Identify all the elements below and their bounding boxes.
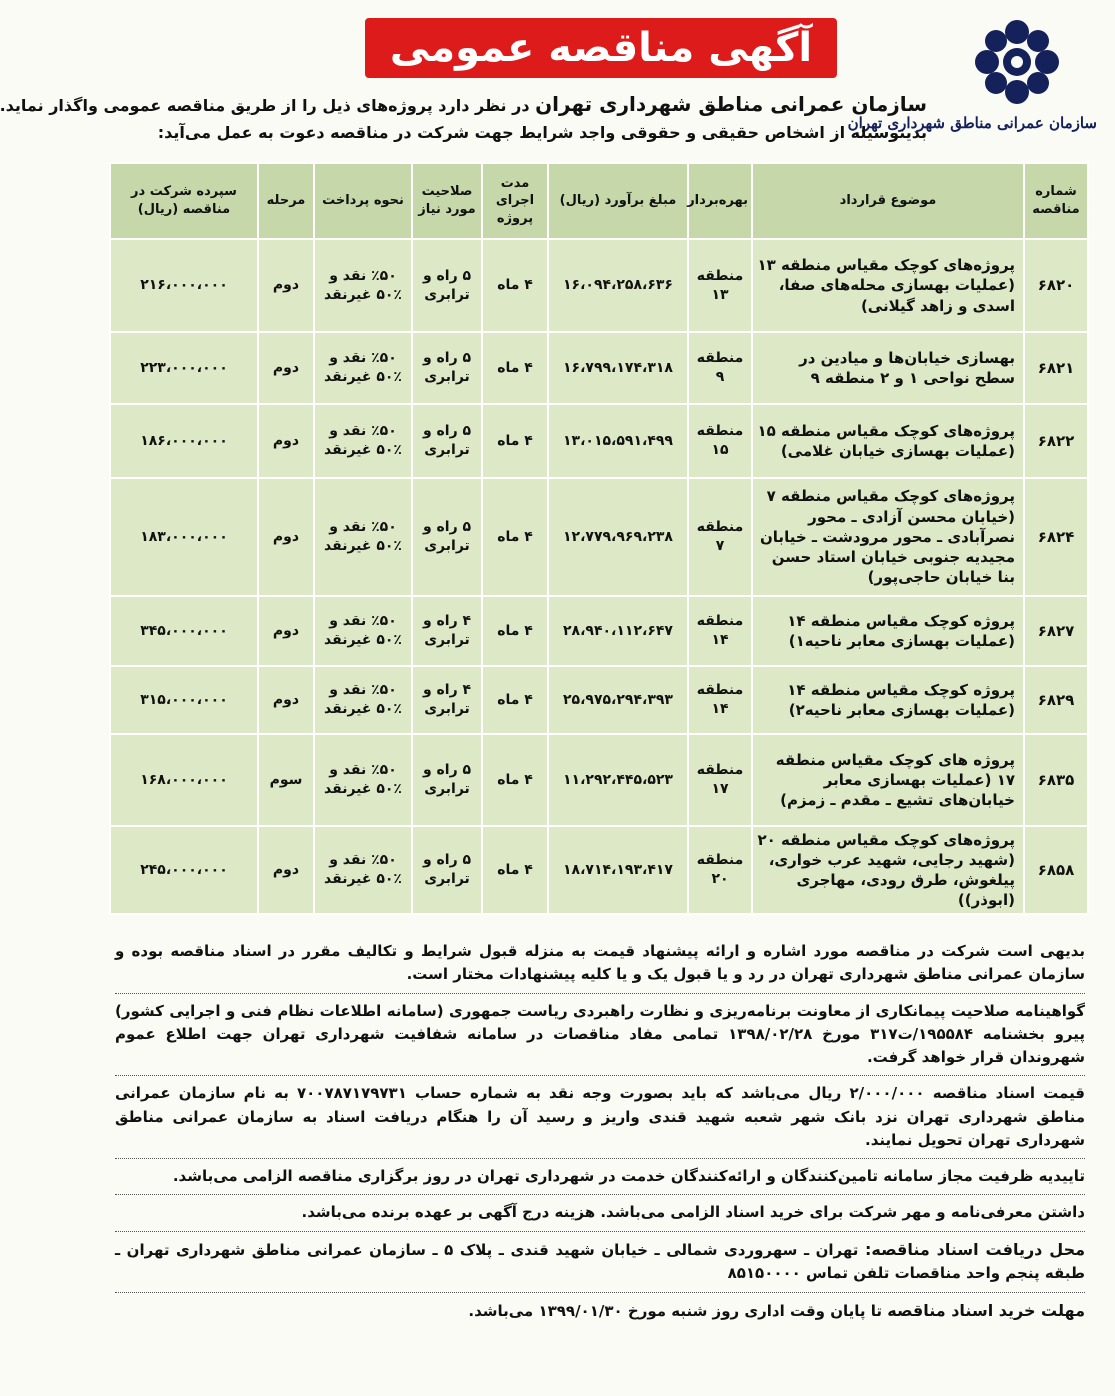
divider: [115, 1292, 1085, 1293]
terms-paragraph-7: [115, 1299, 1085, 1324]
cell-deposit: ۳۴۵،۰۰۰،۰۰۰: [110, 596, 258, 666]
cell-subject: پروژه‌های کوچک مقیاس منطقه ۱۵ (عملیات بهسازی خیابان غلامی): [752, 404, 1024, 478]
intro-line-1: [0, 92, 927, 116]
cell-duration: ۴ ماه: [482, 404, 548, 478]
cell-payment: ٪۵۰ نقد و ٪۵۰ غیرنقد: [314, 596, 412, 666]
cell-duration: ۴ ماه: [482, 239, 548, 332]
cell-stage: دوم: [258, 596, 314, 666]
cell-qualification: ۵ راه و ترابری: [412, 239, 482, 332]
table-row: [110, 239, 1088, 332]
cell-duration: ۴ ماه: [482, 826, 548, 914]
cell-amount: ۲۵،۹۷۵،۲۹۴،۳۹۳: [548, 666, 688, 734]
divider: [115, 993, 1085, 994]
cell-qualification: ۵ راه و ترابری: [412, 404, 482, 478]
divider: [115, 1075, 1085, 1076]
cell-number: ۶۸۲۲: [1024, 404, 1088, 478]
cell-qualification: ۴ راه و ترابری: [412, 596, 482, 666]
cell-amount: ۱۶،۷۹۹،۱۷۴،۳۱۸: [548, 332, 688, 404]
divider: [115, 1158, 1085, 1159]
cell-subject: بهسازی خیابان‌ها و میادین در سطح نواحی ۱ و ۲ منطقه ۹: [752, 332, 1024, 404]
cell-user: منطقه ۱۵: [688, 404, 752, 478]
cell-qualification: ۴ راه و ترابری: [412, 666, 482, 734]
cell-number: ۶۸۲۰: [1024, 239, 1088, 332]
table-header-row: [110, 163, 1088, 239]
notice-terms: [115, 940, 1085, 1329]
cell-duration: ۴ ماه: [482, 596, 548, 666]
cell-payment: ٪۵۰ نقد و ٪۵۰ غیرنقد: [314, 826, 412, 914]
cell-subject: پروژه‌های کوچک مقیاس منطقه ۲۰ (شهید رجایی، شهید عرب خواری، پیلغوش، طرق رودی، مهاجری (ابوذر)): [752, 826, 1024, 914]
cell-payment: ٪۵۰ نقد و ٪۵۰ غیرنقد: [314, 666, 412, 734]
cell-duration: ۴ ماه: [482, 666, 548, 734]
cell-deposit: ۱۸۳،۰۰۰،۰۰۰: [110, 478, 258, 596]
cell-deposit: ۲۲۳،۰۰۰،۰۰۰: [110, 332, 258, 404]
cell-number: ۶۸۲۱: [1024, 332, 1088, 404]
cell-user: منطقه ۱۴: [688, 596, 752, 666]
header-duration: مدت اجرای پروژه: [482, 163, 548, 239]
cell-subject: پروژه‌های کوچک مقیاس منطقه ۱۳ (عملیات بهسازی محله‌های صفا، اسدی و زاهد گیلانی): [752, 239, 1024, 332]
terms-paragraph-2: گواهینامه صلاحیت پیمانکاری از معاونت برنامه‌ریزی و نظارت راهبردی ریاست جمهوری (سامانه اطلاعات نظام فنی و اجرایی کشور) پیرو بخشنامه ۱۹۵۵۸۴/ت۳۱۷ مورخ ۱۳۹۸/۰۲/۲۸ تمامی مفاد مناقصات در سامانه شفافیت شهرداری تهران جهت اطلاع عموم شهروندان قرار خواهد گرفت.: [115, 1001, 1085, 1066]
cell-stage: دوم: [258, 826, 314, 914]
cell-qualification: ۵ راه و ترابری: [412, 332, 482, 404]
document-location-text: تهران ـ سهروردی شمالی ـ خیابان شهید قندی ـ پلاک ۵ ـ سازمان عمرانی مناطق شهرداری تهران ـ طبقه پنجم واحد مناقصات تلفن تماس ۸۵۱۵۰۰۰۰: [115, 1240, 1085, 1283]
header-qualification: صلاحیت مورد نیاز: [412, 163, 482, 239]
terms-paragraph-1: بدیهی است شرکت در مناقصه مورد اشاره و ارائه پیشنهاد قیمت به منزله قبول شرایط و تکالیف مقرر در اسناد مناقصه بوده و سازمان عمرانی مناطق شهرداری تهران در رد و یا قبول یک و یا کلیه پیشنهادات مختار است.: [115, 942, 1085, 984]
cell-payment: ٪۵۰ نقد و ٪۵۰ غیرنقد: [314, 239, 412, 332]
table-row: [110, 332, 1088, 404]
header-payment: نحوه پرداخت: [314, 163, 412, 239]
terms-paragraph-3: قیمت اسناد مناقصه ۲/۰۰۰/۰۰۰ ریال می‌باشد که باید بصورت وجه نقد به شماره حساب ۷۰۰۷۸۷۱۷۹۷۳۱ به نام سازمان عمرانی مناطق شهرداری تهران نزد بانک شهر شعبه شهید قندی واریز و رسید آن را هنگام دریافت اسناد به سازمان عمرانی مناطق شهرداری تهران تحویل نمایند.: [115, 1084, 1086, 1149]
header-amount: مبلغ برآورد (ریال): [548, 163, 688, 239]
document-location-label: محل دریافت اسناد مناقصه:: [864, 1239, 1086, 1259]
intro-purpose: در نظر دارد پروژه‌های ذیل را از طریق مناقصه عمومی واگذار نماید.: [0, 96, 536, 115]
cell-subject: پروژه کوچک مقیاس منطقه ۱۴ (عملیات بهسازی معابر ناحیه۲): [752, 666, 1024, 734]
cell-amount: ۲۸،۹۴۰،۱۱۲،۶۴۷: [548, 596, 688, 666]
cell-number: ۶۸۵۸: [1024, 826, 1088, 914]
intro-line-2: بدینوسیله از اشخاص حقیقی و حقوقی واجد شرایط جهت شرکت در مناقصه دعوت به عمل می‌آید:: [157, 123, 927, 142]
header-stage: مرحله: [258, 163, 314, 239]
cell-subject: پروژه‌های کوچک مقیاس منطقه ۷ (خیابان محسن آزادی ـ محور نصرآبادی ـ محور مرودشت ـ خیابان مجیدیه جنوبی خیابان استاد حسن بنا خیابان حاجی‌پور): [752, 478, 1024, 596]
table-row: [110, 734, 1088, 826]
cell-subject: پروژه کوچک مقیاس منطقه ۱۴ (عملیات بهسازی معابر ناحیه۱): [752, 596, 1024, 666]
terms-paragraph-4: تاییدیه ظرفیت مجاز سامانه تامین‌کنندگان و ارائه‌کنندگان خدمت در شهرداری تهران در روز برگزاری مناقصه الزامی می‌باشد.: [172, 1167, 1085, 1185]
cell-number: ۶۸۳۵: [1024, 734, 1088, 826]
table-row: [110, 596, 1088, 666]
cell-deposit: ۳۱۵،۰۰۰،۰۰۰: [110, 666, 258, 734]
cell-stage: دوم: [258, 404, 314, 478]
cell-stage: دوم: [258, 239, 314, 332]
cell-qualification: ۵ راه و ترابری: [412, 478, 482, 596]
cell-payment: ٪۵۰ نقد و ٪۵۰ غیرنقد: [314, 332, 412, 404]
organization-logo: [847, 14, 1097, 154]
cell-amount: ۱۶،۰۹۴،۲۵۸،۶۳۶: [548, 239, 688, 332]
cell-user: منطقه ۱۴: [688, 666, 752, 734]
cell-duration: ۴ ماه: [482, 478, 548, 596]
cell-user: منطقه ۹: [688, 332, 752, 404]
cell-deposit: ۱۶۸،۰۰۰،۰۰۰: [110, 734, 258, 826]
cell-deposit: ۱۸۶،۰۰۰،۰۰۰: [110, 404, 258, 478]
cell-payment: ٪۵۰ نقد و ٪۵۰ غیرنقد: [314, 478, 412, 596]
cell-stage: سوم: [258, 734, 314, 826]
cell-number: ۶۸۲۹: [1024, 666, 1088, 734]
terms-paragraph-5: داشتن معرفی‌نامه و مهر شرکت برای خرید اسناد الزامی می‌باشد. هزینه درج آگهی بر عهده برنده می‌باشد.: [301, 1203, 1085, 1222]
deadline-text: تا پایان وقت اداری روز شنبه مورخ ۱۳۹۹/۰۱/۳۰ می‌باشد.: [468, 1301, 888, 1320]
cell-number: ۶۸۲۷: [1024, 596, 1088, 666]
table-row: [110, 478, 1088, 596]
intro-organization: سازمان عمرانی مناطق شهرداری تهران: [535, 92, 927, 116]
cell-duration: ۴ ماه: [482, 734, 548, 826]
cell-qualification: ۵ راه و ترابری: [412, 826, 482, 914]
table-row: [110, 666, 1088, 734]
divider: [115, 1231, 1085, 1232]
table-row: [110, 826, 1088, 914]
cell-payment: ٪۵۰ نقد و ٪۵۰ غیرنقد: [314, 734, 412, 826]
cell-user: منطقه ۲۰: [688, 826, 752, 914]
cell-stage: دوم: [258, 332, 314, 404]
cell-stage: دوم: [258, 666, 314, 734]
tender-table: [109, 162, 1089, 915]
cell-number: ۶۸۲۴: [1024, 478, 1088, 596]
cell-deposit: ۲۴۵،۰۰۰،۰۰۰: [110, 826, 258, 914]
cell-deposit: ۲۱۶،۰۰۰،۰۰۰: [110, 239, 258, 332]
cell-qualification: ۵ راه و ترابری: [412, 734, 482, 826]
cell-subject: پروژه های کوچک مقیاس منطقه ۱۷ (عملیات بهسازی معابر خیابان‌های تشیع ـ مقدم ـ زمزم): [752, 734, 1024, 826]
cell-user: منطقه ۱۳: [688, 239, 752, 332]
header-subject: موضوع قرارداد: [752, 163, 1024, 239]
cell-payment: ٪۵۰ نقد و ٪۵۰ غیرنقد: [314, 404, 412, 478]
cell-amount: ۱۱،۲۹۲،۴۴۵،۵۲۳: [548, 734, 688, 826]
deadline-label: مهلت خرید اسناد مناقصه: [887, 1300, 1085, 1320]
cell-amount: ۱۲،۷۷۹،۹۶۹،۲۳۸: [548, 478, 688, 596]
cell-user: منطقه ۷: [688, 478, 752, 596]
cell-amount: ۱۸،۷۱۴،۱۹۳،۴۱۷: [548, 826, 688, 914]
cell-duration: ۴ ماه: [482, 332, 548, 404]
cell-stage: دوم: [258, 478, 314, 596]
logo-emblem-icon: [969, 14, 1065, 110]
notice-header: [0, 6, 1097, 156]
cell-amount: ۱۳،۰۱۵،۵۹۱،۴۹۹: [548, 404, 688, 478]
header-deposit: سپرده شرکت در مناقصه (ریال): [110, 163, 258, 239]
header-user: بهره‌بردار: [688, 163, 752, 239]
divider: [115, 1194, 1085, 1195]
header-number: شماره مناقصه: [1024, 163, 1088, 239]
cell-user: منطقه ۱۷: [688, 734, 752, 826]
logo-caption: سازمان عمرانی مناطق شهرداری تهران: [847, 114, 1097, 132]
table-row: [110, 404, 1088, 478]
terms-paragraph-6: [115, 1238, 1085, 1286]
notice-title-banner: آگهی مناقصه عمومی: [365, 18, 837, 78]
